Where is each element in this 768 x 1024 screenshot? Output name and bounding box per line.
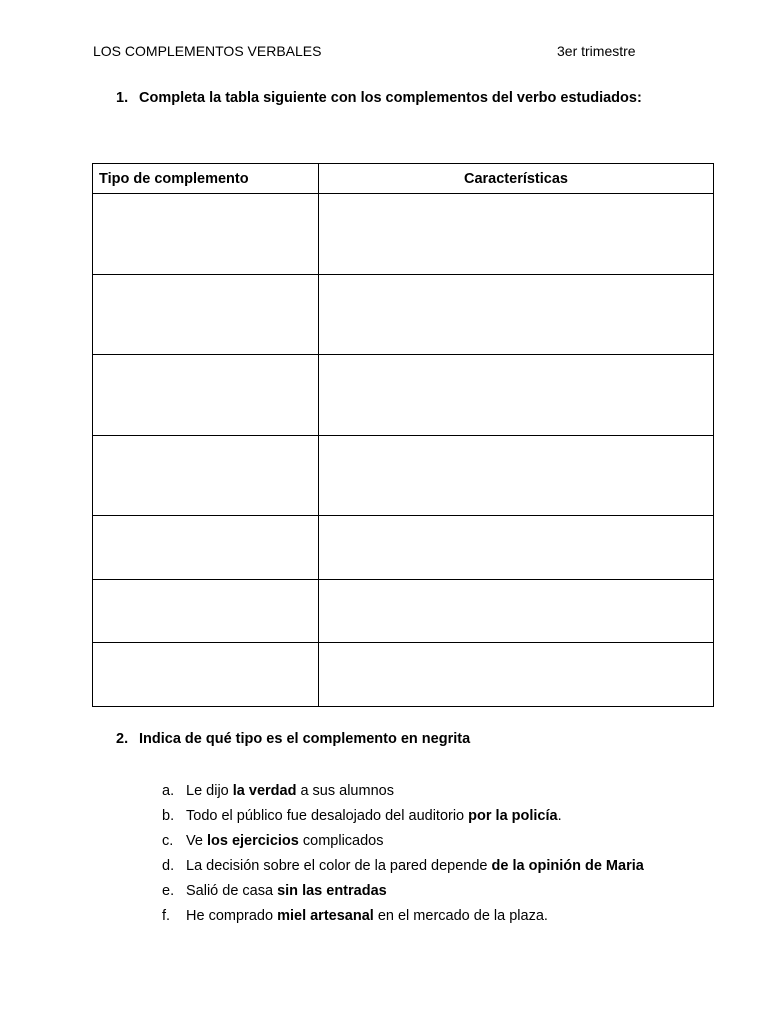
tipo-cell[interactable] [93,355,319,436]
header-caracteristicas: Características [319,164,714,194]
table-row [93,580,714,643]
tipo-cell[interactable] [93,436,319,516]
list-item [162,904,644,929]
item-text: a sus alumnos [296,783,394,799]
tipo-cell[interactable] [93,580,319,643]
item-text: complicados [298,833,384,849]
caracteristicas-cell[interactable] [319,580,714,643]
item-text: He comprado [186,908,278,924]
term-label: 3er trimestre [557,43,636,59]
question-1 [116,86,674,111]
item-letter: b. [162,808,175,824]
tipo-cell[interactable] [93,194,319,275]
table-row [93,275,714,355]
question-1-number: 1. [116,90,129,106]
tipo-cell[interactable] [93,516,319,580]
item-bold: los ejercicios [206,833,299,849]
table-row [93,355,714,436]
item-letter: d. [162,858,175,874]
item-letter: f. [162,908,171,924]
caracteristicas-cell[interactable] [319,516,714,580]
item-text: La decisión sobre el color de la pared depende [186,858,492,874]
caracteristicas-cell[interactable] [319,275,714,355]
table-row [93,643,714,707]
document-title: LOS COMPLEMENTOS VERBALES [93,43,322,59]
list-item [162,854,644,879]
exercise-list [162,779,644,929]
complements-table [92,163,714,707]
item-letter: e. [162,883,175,899]
caracteristicas-cell[interactable] [319,643,714,707]
item-letter: a. [162,783,175,799]
question-1-text: Completa la tabla siguiente con los complementos del verbo estudiados: [139,90,642,106]
item-letter: c. [162,833,174,849]
question-2 [116,731,470,747]
list-item [162,779,644,804]
item-bold: de la opinión de Maria [491,858,644,874]
table-row [93,194,714,275]
question-2-text: Indica de qué tipo es el complemento en negrita [139,731,471,747]
item-text: Le dijo [186,783,233,799]
header-tipo: Tipo de complemento [93,164,319,194]
table-header-row [93,164,714,194]
table-row [93,516,714,580]
item-text: Ve [186,833,207,849]
caracteristicas-cell[interactable] [319,436,714,516]
item-text: Todo el público fue desalojado del auditorio [186,808,469,824]
caracteristicas-cell[interactable] [319,194,714,275]
item-bold: miel artesanal [277,908,374,924]
question-2-number: 2. [116,731,129,747]
item-bold: sin las entradas [277,883,387,899]
item-text: en el mercado de la plaza. [373,908,548,924]
tipo-cell[interactable] [93,275,319,355]
list-item [162,829,644,854]
tipo-cell[interactable] [93,643,319,707]
caracteristicas-cell[interactable] [319,355,714,436]
table-row [93,436,714,516]
item-text: . [557,808,562,824]
list-item [162,879,644,904]
list-item [162,804,644,829]
item-bold: la verdad [232,783,297,799]
item-bold: por la policía [468,808,558,824]
item-text: Salió de casa [186,883,278,899]
